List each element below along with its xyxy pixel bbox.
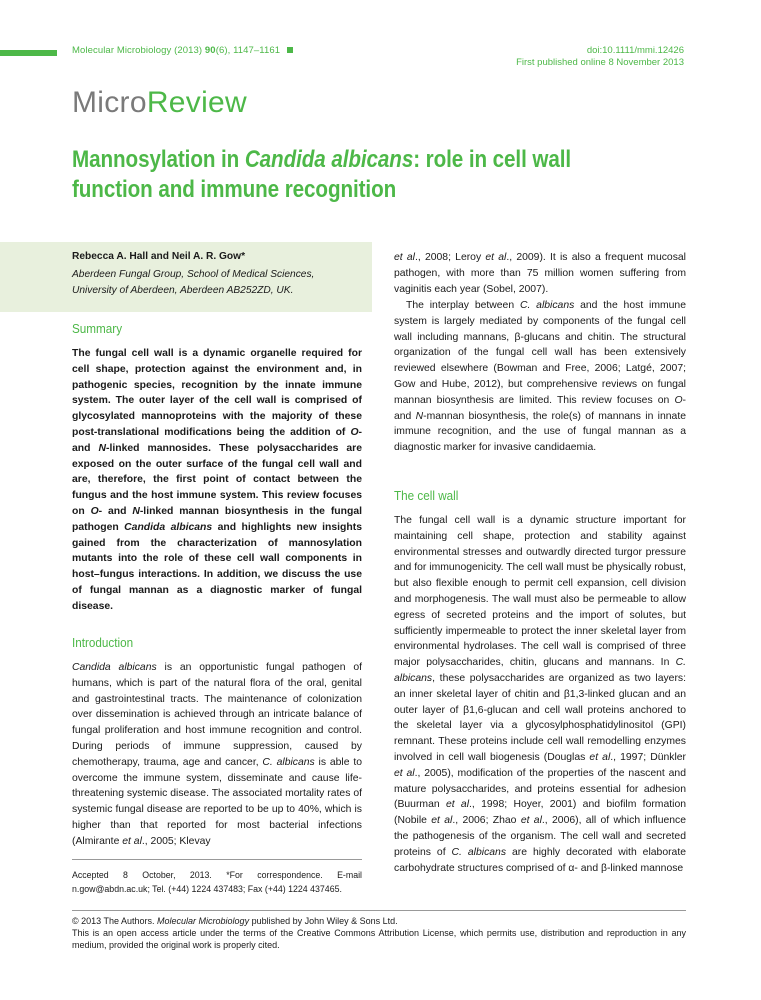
cell-wall-text: The fungal cell wall is a dynamic structure important for maintaining cell shape, protection and stability against environmental stresses and outwardly directed turgor pressure and for immunogenicity. The cell wall must be physically robust, but also flexible enough to permit cell expansion, cell division and morphogenesis. The wall must also be permeable to allow egress of secreted proteins and the import of solutes, but sufficiently impermeable to protect the inner skeletal layer from environmental hydrolases. The cell wall is comprised of three major polysaccharides, chitin, glucans and mannans. In C. albicans, these polysaccharides are organized as two layers: an inner skeletal layer of chitin and β1,3-linked glucan and an outer layer of β1,6-glucan and cell wall proteins anchored to the skeletal layer via a glycosylphosphatidylinositol (GPI) remnant. These proteins include cell wall remodelling enzymes involved in cell wall biogenesis (Douglas et al., 1997; Dünkler et al., 2005), modification of the properties of the nascent and mature polysaccharides, and proteins essential for adhesion (Buurman et al., 1998; Hoyer, 2001) and biofilm formation (Nobile et al., 2006; Zhao et al., 2006), all of which influence the pathogenesis of the organism. The cell wall and secreted proteins of C. albicans are highly decorated with elaborate carbohydrate structures comprised of α- and β-linked mannose (394, 515, 687, 874)
correspondence-footnote: Accepted 8 October, 2013. *For correspondence. E-mail n.gow@abdn.ac.uk; Tel. (+44) 1224 437483; Fax (+44) 1224 437465. (72, 870, 362, 894)
introduction-text: Candida albicans is an opportunistic fungal pathogen of humans, which is part of the natural flora of the oral, genital and gastrointestinal tracts. The maintenance of colonization over dissemination is achieved through an intricate balance of fungal proliferation and host immune recognition and control. During periods of immune suppression, caused by chemotherapy, trauma, age and cancer, C. albicans is able to overcome the immune system, disseminate and cause life-threatening systemic disease. The associated mortality rates of systemic fungal disease are reported to be up to 40%, which is higher than that reported for most bacterial infections (Almirante et al., 2005; Klevay (72, 662, 362, 847)
doi[interactable]: doi:10.1111/mmi.12426 (586, 45, 684, 56)
copyright-divider (72, 910, 686, 911)
introduction-heading: Introduction (72, 635, 134, 650)
author-names: Rebecca A. Hall and Neil A. R. Gow* (72, 251, 246, 262)
intro-continuation: et al., 2008; Leroy et al., 2009). It is also a frequent mucosal pathogen, with more than 75 million women suffering from vaginitis each year (Sobel, 2007). (394, 252, 686, 295)
journal-accent-bar (0, 50, 57, 56)
square-marker-icon (287, 47, 293, 53)
summary-text: The fungal cell wall is a dynamic organelle required for cell shape, protection against the environment and, in pathogenic species, recognition by the innate immune system. The outer layer of the cell wall is comprised of glycosylated mannoproteins with the majority of these post-translational modifications being the addition of O- and N-linked mannosides. These polysaccharides are exposed on the outer surface of the fungal cell wall and are, therefore, the first point of contact between the fungus and the host immune system. This review focuses on O- and N-linked mannan biosynthesis in the fungal pathogen Candida albicans and highlights new insights gained from the characterization of mannosylation mutants into the role of these cell wall components in host–fungus interactions. In addition, we discuss the use of fungal mannan as a diagnostic marker of fungal disease. (72, 348, 362, 612)
intro-paragraph-2: The interplay between C. albicans and the host immune system is largely mediated by components of the fungal cell wall including mannans, β-glucans and chitin. The structural organization of the fungal cell wall has been extensively reviewed elsewhere (Bowman and Free, 2006; Latgé, 2007; Gow and Hube, 2012), but comprehensive reviews on fungal mannan biosynthesis are limited. This review focuses on O- and N-mannan biosynthesis, the role(s) of mannans in innate immune recognition, and the use of fungal mannan as a diagnostic marker for invasive candidaemia. (394, 300, 686, 454)
summary-heading: Summary (72, 321, 123, 336)
footnote-divider (72, 859, 362, 860)
article-title: Mannosylation in Candida albicans: role in cell wall function and immune recognition (72, 146, 572, 203)
copyright-notice: © 2013 The Authors. Molecular Microbiology published by John Wiley & Sons Ltd. This is an open access article under the terms of the Creative Commons Attribution License, which permits use, distribution and reproduction in any medium, provided the original work is properly cited. (72, 916, 686, 950)
author-affiliation: Aberdeen Fungal Group, School of Medical Sciences, University of Aberdeen, Aberdeen AB252ZD, UK. (72, 269, 315, 296)
publication-date: First published online 8 November 2013 (516, 57, 684, 68)
doi-block (516, 45, 684, 69)
cell-wall-heading: The cell wall (394, 488, 459, 503)
journal-citation: Molecular Microbiology (2013) 90(6), 1147–1161 (72, 45, 293, 56)
article-type: MicroReview (72, 86, 248, 119)
